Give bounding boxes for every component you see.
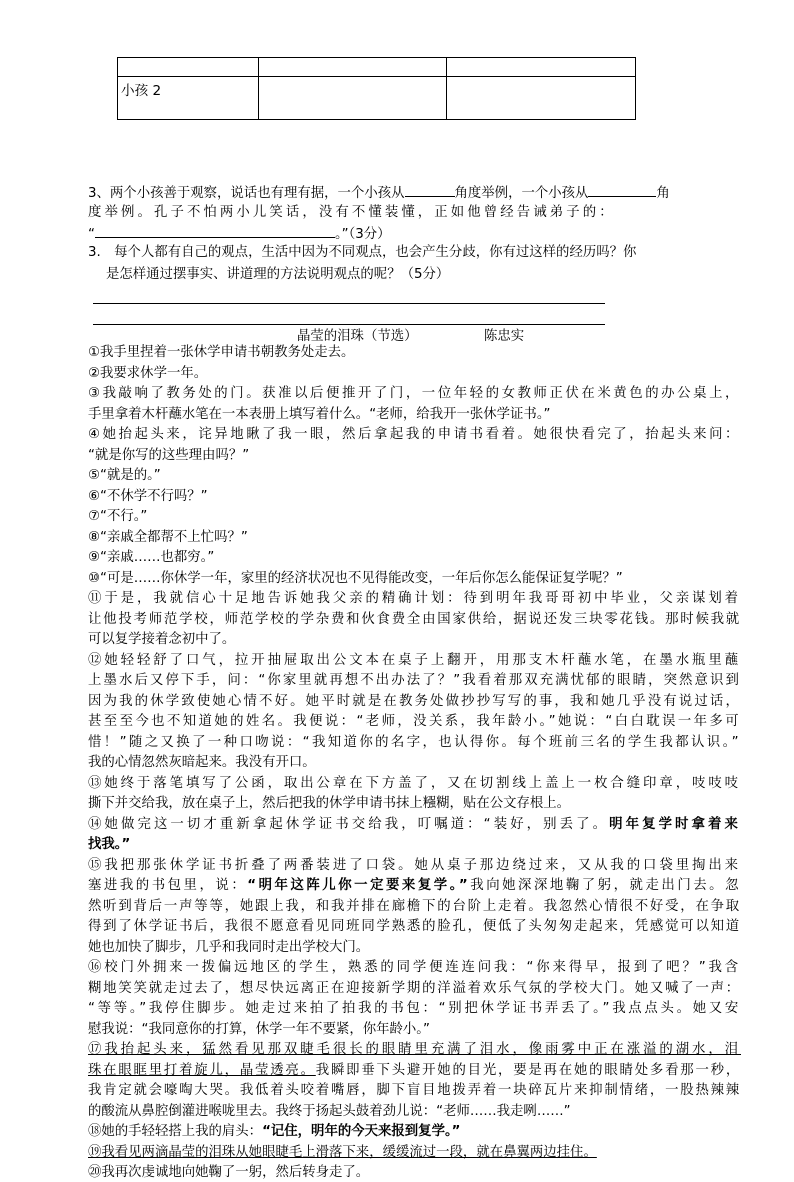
question-text: 角度举例，一个小孩从 [454,186,589,201]
article-line [88,508,147,526]
article-line [88,631,235,649]
row-label-child2: 小孩 2 [121,83,162,99]
line-text: 我的心情忽然灰暗起来。我没有开口。 [88,755,316,770]
line-text: ⑩“可是……你休学一年，家里的经济状况也不见得能改变，一年后你怎么能保证复学呢？” [88,571,623,586]
line-text: ⑦“不行。” [88,509,148,524]
article-line [88,672,741,690]
line-text: “记住，明年的今天来报到复学。” [262,1124,461,1139]
question-3a-line1 [88,183,670,203]
article-line [88,611,741,629]
article-line [88,939,369,957]
answer-blank [95,224,335,238]
answer-blank [405,183,455,197]
line-text: 的酸流从鼻腔倒灌进喉咙里去。我终于扬起头鼓着劲儿说：“老师……我走咧……” [88,1104,571,1119]
line-text: ③我敲响了教务处的门。获准以后便推开了门，一位年轻的女教师正伏在米黄色的办公桌上， [88,386,741,401]
line-text: ⑰我抬起头来，猛然看见那双睫毛很长的眼睛里充满了泪水，像雨雾中正在涨溢的湖水，泪 [88,1042,741,1057]
table-cell [118,77,259,120]
article-line [88,816,741,834]
article-line [88,590,741,608]
question-3b-line1: 3. 每个人都有自己的观点，生活中因为不同观点，也会产生分歧，你有过这样的经历吗？你 [88,245,637,260]
article-line [88,836,130,854]
article-line [88,1164,369,1182]
question-3a-line2: 度举例。孔子不怕两小儿笑话，没有不懂装懂，正如他曾经告诫弟子的： [88,205,616,220]
line-text: 塞进我的书包里，说： [88,878,248,893]
line-text: ⑧“亲戚全都帮不上忙吗？” [88,530,248,545]
line-text: 珠在眼眶里打着旋儿，晶莹透亮。 [88,1063,316,1078]
line-text: “就是你写的这些理由吗？” [88,448,250,463]
line-text: ⑫她轻轻舒了口气，拉开抽屉取出公文本在桌子上翻开，用那支木杆蘸水笔，在墨水瓶里蘸 [88,653,741,668]
table-cell [447,58,636,77]
line-text: 我瞬即垂下头避开她的目光，要是再在她的眼睛处多看那一秒， [315,1063,742,1078]
article-line [88,795,570,813]
table-cell [447,77,636,120]
article-line [88,734,741,752]
line-text: 我肯定就会嚎啕大哭。我低着头咬着嘴唇，脚下盲目地拨弄着一块碎瓦片来抑制情绪，一股热辣辣 [88,1083,741,1098]
article-line [88,1000,741,1018]
line-text: “等等。”我停住脚步。她走过来拍了拍我的书包：“别把休学证书弄丢了。”我点点头。她又安 [88,1001,741,1016]
article-line [88,1082,741,1100]
article-line [88,426,741,444]
line-text: 惜！”随之又换了一种口吻说：“我知道你的名字，也认得你。每个班前三名的学生我都认识。” [88,735,741,750]
line-text: 慰我说：“我同意你的打算，休学一年不要紧，你年龄小。” [88,1022,430,1037]
article-line [88,570,623,588]
line-text: ④她抬起头来，诧异地瞅了我一眼，然后拿起我的申请书看着。她很快看完了，抬起头来问： [88,427,741,442]
article-line [88,693,741,711]
article-line [88,857,741,875]
answer-line [93,324,605,325]
table-cell [259,58,447,77]
article-line [88,713,741,731]
table-cell [259,77,447,120]
article-line [88,1021,430,1039]
line-text: 因为我的休学致使她心情不好。她平时就是在教务处做抄抄写写的事，我和她几乎没有说过话， [88,694,741,709]
article-line [88,980,741,998]
article-line [88,344,354,362]
article-line [88,549,214,567]
article-line [88,1123,460,1141]
line-text: 得到了休学证书后，我很不愿意看见同班同学熟悉的脸孔，便低了头匆匆走起来，凭感觉可以知道 [88,919,741,934]
article-line [88,365,207,383]
article-line [88,959,741,977]
line-text: ⑱她的手轻轻搭上我的肩头： [88,1124,263,1139]
line-text: ⑨“亲戚……也都穷。” [88,550,215,565]
answer-blank [588,183,656,197]
article-line [88,898,741,916]
article-line [88,775,741,793]
article-line [88,406,550,424]
line-text: 撕下并交给我，放在桌子上，然后把我的休学申请书抹上糨糊，贴在公文存根上。 [88,796,571,811]
question-3b-line2: 是怎样通过摆事实、讲道理的方法说明观点的呢？（5分） [106,267,450,282]
article-line [88,1144,597,1162]
article-line [88,1062,741,1080]
line-text: 糊地笑笑就走过去了，想尽快远离正在迎接新学期的洋溢着欢乐气氛的学校大门。她又喊了一声： [88,981,741,996]
line-text: 上墨水后又停下手，问：“你家里就再想不出办法了？”我看着那双充满忧郁的眼睛，突然意识到 [88,673,741,688]
line-text: 然听到背后一声等等，她跟上我，和我并排在廊檐下的台阶上走着。我忽然心情很不好受，在争取 [88,899,741,914]
article-line [88,447,249,465]
line-text: ⑮我把那张休学证书折叠了两番装进了口袋。她从桌子那边绕过来，又从我的口袋里掏出来 [88,858,741,873]
line-text: ⑯校门外拥来一拨偏远地区的学生，熟悉的同学便连连问我：“你来得早，报到了吧？”我含 [88,960,741,975]
line-text: ⑥“不休学不行吗？” [88,489,208,504]
answer-table [117,57,636,120]
article-line [88,1041,741,1059]
article-line [88,652,741,670]
line-text: “明年这阵儿你一定要来复学。” [247,878,471,893]
line-text: 可以复学接着念初中了。 [88,632,236,647]
table-cell [118,58,259,77]
question-text: 角 [656,186,670,201]
line-text: ⑭她做完这一切才重新拿起休学证书交给我，叮嘱道：“装好，别丢了。 [88,817,610,832]
question-text: 。”（3分） [334,227,391,242]
line-text: 我向她深深地鞠了躬，就走出门去。忽 [470,878,742,893]
article-line [88,877,741,895]
line-text: 找我。” [88,837,131,852]
line-text: ⑳我再次虔诚地向她鞠了一躬，然后转身走了。 [88,1165,370,1180]
answer-line [93,303,605,304]
line-text: 明年复学时拿着来 [609,817,741,832]
article-line [88,754,316,772]
article-line [88,529,248,547]
line-text: ⑪于是，我就信心十足地告诉她我父亲的精确计划：待到明年我哥哥初中毕业，父亲谋划着 [88,591,741,606]
line-text: ②我要求休学一年。 [88,366,208,381]
article-author: 陈忠实 [484,329,525,344]
line-text: 甚至至今也不知道她的姓名。我便说：“老师，没关系，我年龄小。”她说：“白白耽误一年多可 [88,714,741,729]
article-line [88,385,741,403]
article-line [88,488,208,506]
article-line [88,467,161,485]
article-line [88,1103,571,1121]
line-text: ⑤“就是的。” [88,468,161,483]
question-text: “ [88,227,95,242]
line-text: 她也加快了脚步，几乎和我同时走出学校大门。 [88,940,370,955]
line-text: 手里拿着木杆蘸水笔在一本表册上填写着什么。“老师，给我开一张休学证书。” [88,407,551,422]
article-line [88,918,741,936]
question-text: 3、两个小孩善于观察，说话也有理有据，一个小孩从 [88,186,405,201]
line-text: 让他投考师范学校，师范学校的学杂费和伙食费全由国家供给，据说还发三块零花钱。那时候我就 [88,612,741,627]
question-3a-line3 [88,224,391,244]
line-text: ⑲我看见两滴晶莹的泪珠从她眼睫毛上滑落下来，缓缓流过一段，就在鼻翼两边挂住。 [88,1145,597,1160]
article-title: 晶莹的泪珠（节选） [297,329,418,344]
line-text: ①我手里捏着一张休学申请书朝教务处走去。 [88,345,355,360]
line-text: ⑬她终于落笔填写了公函，取出公章在下方盖了，又在切割线上盖上一枚合缝印章，吱吱吱 [88,776,741,791]
